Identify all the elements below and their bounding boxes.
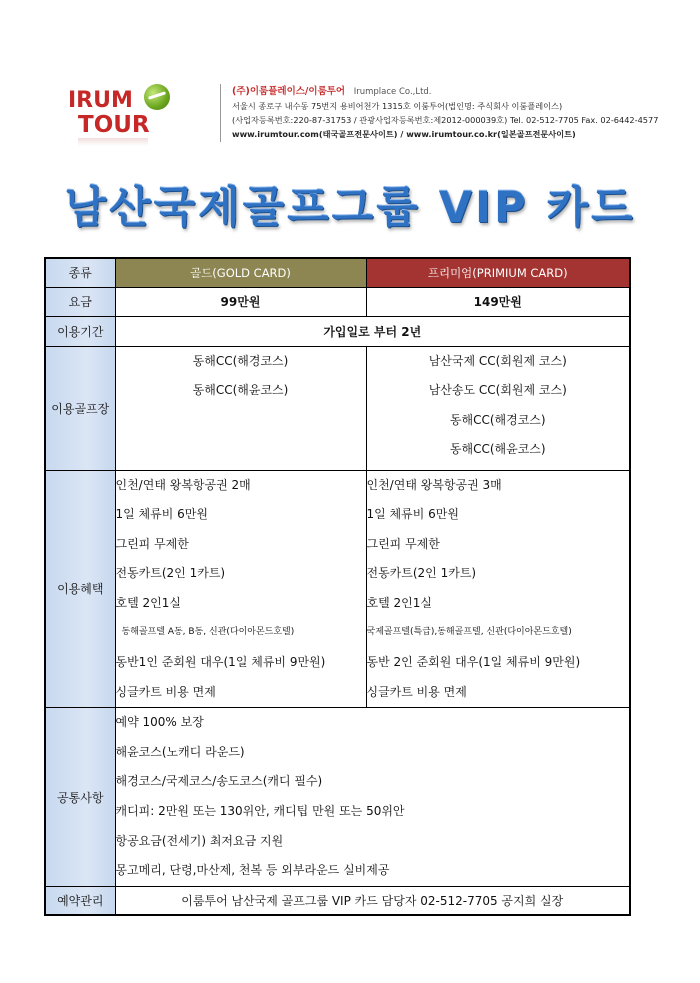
- list-item: 그린피 무제한: [115, 536, 189, 551]
- gold-fee: 99만원: [115, 287, 366, 316]
- gold-benefits: [115, 470, 366, 708]
- list-item: 동반1인 준회원 대우(1일 체류비 9만원): [115, 655, 326, 670]
- list-item: 예약 100% 보장: [115, 715, 204, 730]
- list-item: 전동카트(2인 1카트): [115, 566, 226, 581]
- usage-period: 가입일로 부터 2년: [115, 316, 630, 346]
- page-title: 남산국제골프그룹 VIP 카드: [64, 183, 636, 233]
- list-item: 해경코스/국제코스/송도코스(캐디 필수): [115, 774, 323, 789]
- table-row-fee: [45, 287, 630, 316]
- header-divider: [220, 84, 221, 142]
- list-item: 남산국제 CC(회원제 코스): [428, 353, 567, 368]
- list-item: 그린피 무제한: [366, 536, 440, 551]
- list-item: 캐디피: 2만원 또는 130위안, 캐디팁 만원 또는 50위안: [115, 804, 405, 819]
- premium-card-header: 프리미엄(PRIMIUM CARD): [366, 258, 630, 287]
- table-row-period: [45, 316, 630, 346]
- logo-text-top: IRUM: [68, 88, 133, 113]
- company-name-en: Irumplace Co.,Ltd.: [353, 87, 432, 97]
- company-info: [232, 84, 659, 141]
- table-row-common: [45, 708, 630, 887]
- company-websites: www.irumtour.com(태국골프전문사이트) / www.irumtour.co.kr(일본골프전문사이트): [232, 129, 576, 139]
- irum-tour-logo: [64, 82, 174, 144]
- row-label-courses: 이용골프장: [45, 346, 115, 470]
- common-notes: [115, 708, 630, 887]
- booking-contact: 이룸투어 남산국제 골프그룹 VIP 카드 담당자 02-512-7705 공지희 실장: [115, 886, 630, 915]
- list-item: 남산송도 CC(회원제 코스): [428, 383, 567, 398]
- table-row-type: [45, 258, 630, 287]
- row-label-booking: 예약관리: [45, 886, 115, 915]
- company-address: 서울시 종로구 내수동 75번지 용비어천가 1315호 이룸투어(법인명: 주식회사 이룸플레이스): [232, 101, 563, 111]
- row-label-common: 공통사항: [45, 708, 115, 887]
- list-item: 동해골프텔 A동, B동, 신관(다이아몬드호텔): [121, 627, 295, 638]
- row-label-period: 이용기간: [45, 316, 115, 346]
- list-item: 몽고메리, 단령,마산제, 천복 등 외부라운드 실비제공: [115, 863, 390, 878]
- logo-text-bottom: TOUR: [78, 112, 150, 138]
- list-item: 동해CC(해윤코스): [192, 383, 289, 398]
- gold-card-header: 골드(GOLD CARD): [115, 258, 366, 287]
- list-item: 싱글카트 비용 면제: [366, 684, 467, 699]
- premium-benefits: [366, 470, 630, 708]
- list-item: 인천/연태 왕복항공권 2매: [115, 477, 251, 492]
- table-row-booking: [45, 886, 630, 915]
- table-row-benefits: [45, 470, 630, 708]
- premium-courses: [366, 346, 630, 470]
- table-row-courses: [45, 346, 630, 470]
- list-item: 항공요금(전세기) 최저요금 지원: [115, 833, 284, 848]
- list-item: 전동카트(2인 1카트): [366, 566, 477, 581]
- list-item: 1일 체류비 6만원: [366, 507, 459, 522]
- premium-fee: 149만원: [366, 287, 630, 316]
- list-item: 호텔 2인1실: [366, 595, 432, 610]
- list-item: 국제골프텔(특급),동해골프텔, 신관(다이아몬드호텔): [366, 627, 572, 638]
- company-name-ko: (주)이룸플레이스/이룸투어: [232, 86, 346, 97]
- company-header: [48, 76, 659, 148]
- list-item: 호텔 2인1실: [115, 595, 181, 610]
- list-item: 동해CC(해경코스): [449, 412, 546, 427]
- list-item: 싱글카트 비용 면제: [115, 684, 216, 699]
- list-item: 동반 2인 준회원 대우(1일 체류비 9만원): [366, 655, 581, 670]
- list-item: 인천/연태 왕복항공권 3매: [366, 477, 502, 492]
- row-label-type: 종류: [45, 258, 115, 287]
- list-item: 동해CC(해경코스): [192, 353, 289, 368]
- row-label-fee: 요금: [45, 287, 115, 316]
- gold-courses: [115, 346, 366, 470]
- list-item: 1일 체류비 6만원: [115, 507, 208, 522]
- list-item: 동해CC(해윤코스): [449, 442, 546, 457]
- row-label-benefits: 이용혜택: [45, 470, 115, 708]
- company-registration: (사업자등록번호:220-87-31753 / 관광사업자등록번호:제2012-000039호) Tel. 02-512-7705 Fax. 02-6442-4577: [232, 115, 659, 125]
- vip-card-table: [44, 257, 631, 916]
- list-item: 해윤코스(노캐디 라운드): [115, 744, 245, 759]
